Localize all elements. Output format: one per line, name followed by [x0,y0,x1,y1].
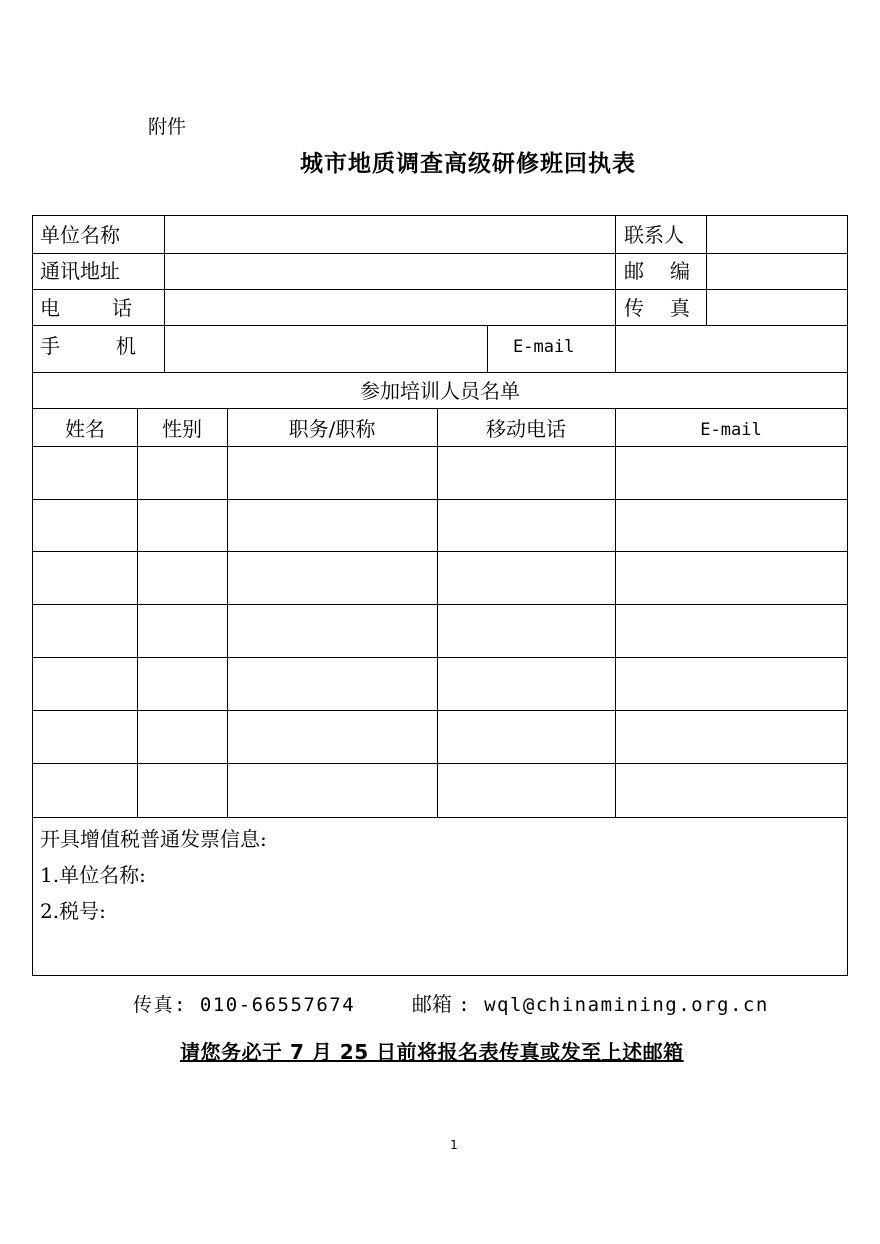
col-divider [615,325,616,372]
col-divider [164,216,165,372]
unit-name-label: 单位名称 [40,223,120,247]
invoice-heading: 开具增值税普通发票信息: [40,827,267,851]
col-divider [706,216,707,325]
row-divider [33,657,847,658]
row-divider [33,499,847,500]
registration-form-table [32,215,848,976]
row-divider [33,817,847,818]
column-header-gender: 性别 [162,417,202,441]
row-divider [33,446,847,447]
column-header-mobile: 移动电话 [486,417,566,441]
column-header-name: 姓名 [65,417,105,441]
row-divider [33,325,847,326]
column-header-email: E-mail [700,420,762,440]
row-divider [33,551,847,552]
deadline-notice: 请您务必于 7 月 25 日前将报名表传真或发至上述邮箱 [180,1040,684,1064]
col-divider [487,325,488,372]
row-divider [33,372,847,373]
column-header-position: 职务/职称 [288,417,376,441]
contact-person-label: 联系人 [624,223,684,247]
participants-section-title: 参加培训人员名单 [360,379,520,403]
row-divider [33,408,847,409]
invoice-unit-name: 1.单位名称: [40,863,146,887]
phone-label: 电 话 [40,296,148,320]
row-divider [33,763,847,764]
address-label: 通讯地址 [40,259,120,283]
row-divider [33,604,847,605]
email-label: E-mail [513,337,575,357]
col-divider [137,408,138,817]
form-title: 城市地质调查高级研修班回执表 [300,151,636,177]
contact-footer [133,988,769,1017]
row-divider [33,289,847,290]
row-divider [33,253,847,254]
mobile-label: 手 机 [40,334,154,358]
col-divider [615,408,616,817]
col-divider [615,216,616,325]
page-number: 1 [450,1138,458,1152]
invoice-tax-id: 2.税号: [40,899,106,923]
row-divider [33,710,847,711]
mailbox-address: : wql@chinamining.org.cn [458,994,769,1016]
mailbox-label: 邮箱 [411,992,452,1016]
col-divider [227,408,228,817]
attachment-label: 附件 [148,116,187,138]
fax-number: 传真: 010-66557674 [133,994,356,1016]
col-divider [437,408,438,817]
fax-label: 传 真 [624,296,693,320]
postcode-label: 邮 编 [624,259,693,283]
